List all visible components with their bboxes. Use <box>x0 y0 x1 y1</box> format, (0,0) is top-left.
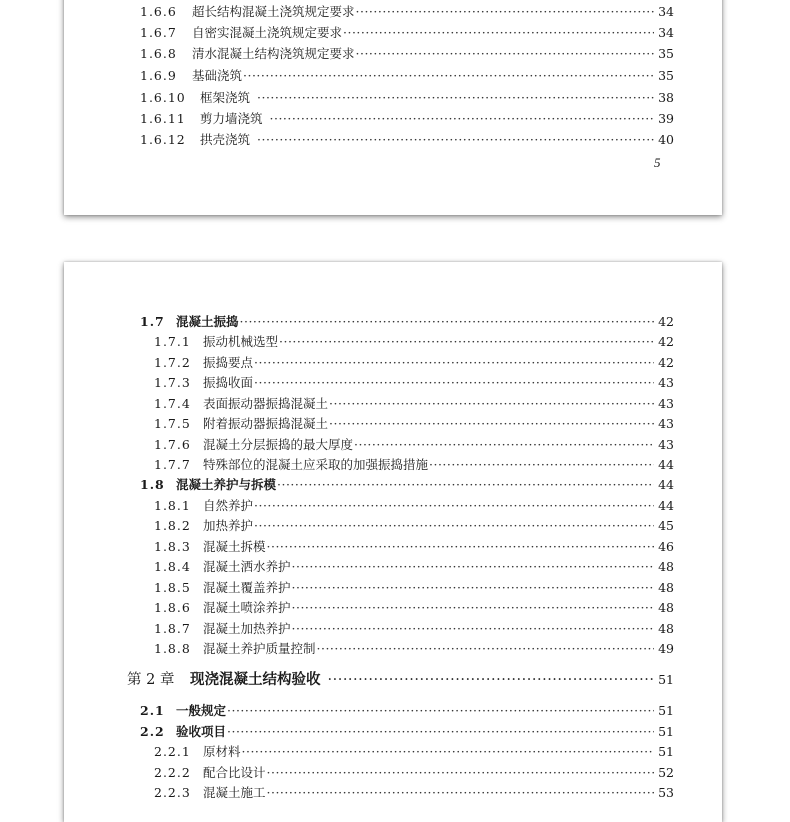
dot-leader <box>329 416 654 432</box>
dot-leader <box>254 518 654 534</box>
entry-number: 1.6.6 <box>140 4 177 19</box>
entry-title: 振动机械选型 <box>203 334 279 349</box>
entry-title: 附着振动器振捣混凝土 <box>203 416 329 431</box>
toc-entry[interactable] <box>140 46 674 62</box>
entry-number: 1.7.2 <box>154 355 191 370</box>
dot-leader <box>356 4 654 20</box>
entry-page-number: 48 <box>658 580 674 595</box>
entry-number: 1.7.1 <box>154 334 191 349</box>
entry-title: 混凝土加热养护 <box>203 621 291 636</box>
entry-page-number: 40 <box>658 132 674 147</box>
entry-title: 原材料 <box>203 744 241 759</box>
entry-page-number: 49 <box>658 641 674 656</box>
entry-number: 1.8.3 <box>154 539 191 554</box>
toc-entry[interactable] <box>154 559 674 575</box>
page-number: 5 <box>654 155 661 170</box>
toc-section-entry[interactable] <box>140 703 674 719</box>
dot-leader <box>254 498 654 514</box>
dot-leader <box>267 765 654 781</box>
entry-title: 现浇混凝土结构验收 <box>190 671 321 688</box>
entry-number: 1.8.8 <box>154 641 191 656</box>
dot-leader <box>317 641 654 657</box>
toc-entry[interactable] <box>140 68 674 84</box>
entry-page-number: 38 <box>658 90 674 105</box>
dot-leader <box>292 559 654 575</box>
entry-number: 1.8 <box>140 477 165 492</box>
entry-page-number: 42 <box>658 355 674 370</box>
entry-page-number: 42 <box>658 334 674 349</box>
dot-leader <box>254 375 654 391</box>
entry-number: 2.2 <box>140 724 165 739</box>
entry-page-number: 53 <box>658 785 674 800</box>
entry-title: 混凝土养护质量控制 <box>203 641 316 656</box>
entry-title: 表面振动器振捣混凝土 <box>203 396 329 411</box>
entry-page-number: 43 <box>658 416 674 431</box>
dot-leader <box>270 111 654 127</box>
entry-title: 配合比设计 <box>203 765 266 780</box>
toc-section-entry[interactable] <box>140 477 674 493</box>
dot-leader <box>240 314 654 330</box>
entry-title: 验收项目 <box>176 724 227 739</box>
entry-page-number: 45 <box>658 518 674 533</box>
entry-number: 2.2.2 <box>154 765 191 780</box>
entry-number: 1.6.11 <box>140 111 186 126</box>
dot-leader <box>267 785 654 801</box>
entry-number: 第 2 章 <box>127 672 175 688</box>
dot-leader <box>329 396 654 412</box>
toc-entry[interactable] <box>154 375 674 391</box>
entry-page-number: 48 <box>658 621 674 636</box>
entry-number: 1.8.2 <box>154 518 191 533</box>
entry-title: 一般规定 <box>176 703 227 718</box>
toc-entry[interactable] <box>140 4 674 20</box>
dot-leader <box>243 68 654 84</box>
toc-entry[interactable] <box>140 132 674 148</box>
dot-leader <box>267 539 654 555</box>
entry-number: 1.7.3 <box>154 375 191 390</box>
entry-title: 剪力墙浇筑 <box>200 111 263 126</box>
entry-number: 1.8.5 <box>154 580 191 595</box>
entry-title: 清水混凝土结构浇筑规定要求 <box>192 46 355 61</box>
dot-leader <box>354 437 654 453</box>
entry-title: 混凝土振捣 <box>176 314 239 329</box>
dot-leader <box>279 334 654 350</box>
entry-number: 1.8.4 <box>154 559 191 574</box>
dot-leader <box>277 477 654 493</box>
toc-entry[interactable] <box>154 518 674 534</box>
entry-page-number: 42 <box>658 314 674 329</box>
toc-entry[interactable] <box>154 437 674 453</box>
entry-page-number: 34 <box>658 4 674 19</box>
entry-number: 1.7.7 <box>154 457 191 472</box>
toc-section-entry[interactable] <box>140 724 674 740</box>
toc-entry[interactable] <box>154 765 674 781</box>
entry-number: 1.7.5 <box>154 416 191 431</box>
entry-page-number: 43 <box>658 396 674 411</box>
toc-entry[interactable] <box>154 785 674 801</box>
entry-number: 1.8.6 <box>154 600 191 615</box>
entry-page-number: 43 <box>658 437 674 452</box>
entry-page-number: 48 <box>658 559 674 574</box>
entry-page-number: 51 <box>658 703 674 718</box>
entry-number: 1.7 <box>140 314 165 329</box>
entry-page-number: 43 <box>658 375 674 390</box>
dot-leader <box>227 724 654 740</box>
entry-title: 特殊部位的混凝土应采取的加强振捣措施 <box>203 457 429 472</box>
toc-entry[interactable] <box>140 111 674 127</box>
dot-leader <box>227 703 654 719</box>
entry-title: 混凝土分层振捣的最大厚度 <box>203 437 354 452</box>
toc-entry[interactable] <box>154 355 674 371</box>
toc-entry[interactable] <box>154 641 674 657</box>
entry-title: 混凝土洒水养护 <box>203 559 291 574</box>
entry-page-number: 51 <box>658 672 674 687</box>
toc-section-entry[interactable] <box>140 314 674 330</box>
entry-page-number: 39 <box>658 111 674 126</box>
dot-leader <box>356 46 654 62</box>
toc-entry[interactable] <box>154 396 674 412</box>
entry-page-number: 46 <box>658 539 674 554</box>
toc-entry[interactable] <box>154 498 674 514</box>
entry-page-number: 48 <box>658 600 674 615</box>
entry-number: 2.2.3 <box>154 785 191 800</box>
entry-page-number: 52 <box>658 765 674 780</box>
dot-leader <box>257 90 654 106</box>
dot-leader <box>292 580 654 596</box>
entry-title: 混凝土养护与拆模 <box>176 477 277 492</box>
entry-title: 自然养护 <box>203 498 254 513</box>
toc-entry[interactable] <box>154 580 674 596</box>
document-page-2 <box>64 262 722 822</box>
entry-number: 1.6.8 <box>140 46 177 61</box>
toc-entry[interactable] <box>154 600 674 616</box>
entry-title: 混凝土拆模 <box>203 539 266 554</box>
toc-entry[interactable] <box>154 621 674 637</box>
dot-leader <box>429 457 654 473</box>
entry-page-number: 44 <box>658 498 674 513</box>
entry-number: 1.6.7 <box>140 25 177 40</box>
dot-leader <box>257 132 654 148</box>
dot-leader <box>292 600 654 616</box>
toc-entry[interactable] <box>140 90 674 106</box>
entry-page-number: 44 <box>658 477 674 492</box>
entry-number: 1.6.9 <box>140 68 177 83</box>
entry-title: 加热养护 <box>203 518 254 533</box>
entry-number: 2.1 <box>140 703 165 718</box>
toc-entry[interactable] <box>140 25 674 41</box>
entry-number: 1.6.10 <box>140 90 186 105</box>
toc-entry[interactable] <box>154 744 674 760</box>
entry-number: 1.6.12 <box>140 132 186 147</box>
entry-title: 自密实混凝土浇筑规定要求 <box>192 25 343 40</box>
toc-chapter-entry[interactable] <box>127 672 674 688</box>
entry-title: 混凝土喷涂养护 <box>203 600 291 615</box>
entry-number: 2.2.1 <box>154 744 191 759</box>
document-page-1 <box>64 0 722 215</box>
toc-entry[interactable] <box>154 539 674 555</box>
dot-leader <box>292 621 654 637</box>
entry-page-number: 35 <box>658 46 674 61</box>
entry-page-number: 44 <box>658 457 674 472</box>
toc-entry[interactable] <box>154 457 674 473</box>
entry-title: 拱壳浇筑 <box>200 132 251 147</box>
entry-number: 1.7.6 <box>154 437 191 452</box>
toc-entry[interactable] <box>154 416 674 432</box>
entry-title: 混凝土施工 <box>203 785 266 800</box>
entry-number: 1.8.7 <box>154 621 191 636</box>
entry-number: 1.8.1 <box>154 498 191 513</box>
entry-page-number: 35 <box>658 68 674 83</box>
entry-page-number: 51 <box>658 724 674 739</box>
entry-title: 混凝土覆盖养护 <box>203 580 291 595</box>
entry-title: 框架浇筑 <box>200 90 251 105</box>
dot-leader <box>242 744 654 760</box>
toc-entry[interactable] <box>154 334 674 350</box>
dot-leader <box>328 672 655 688</box>
entry-title: 基础浇筑 <box>192 68 243 83</box>
entry-title: 振捣收面 <box>203 375 254 390</box>
entry-title: 振捣要点 <box>203 355 254 370</box>
dot-leader <box>254 355 654 371</box>
entry-title: 超长结构混凝土浇筑规定要求 <box>192 4 355 19</box>
entry-number: 1.7.4 <box>154 396 191 411</box>
entry-page-number: 51 <box>658 744 674 759</box>
entry-page-number: 34 <box>658 25 674 40</box>
dot-leader <box>343 25 654 41</box>
